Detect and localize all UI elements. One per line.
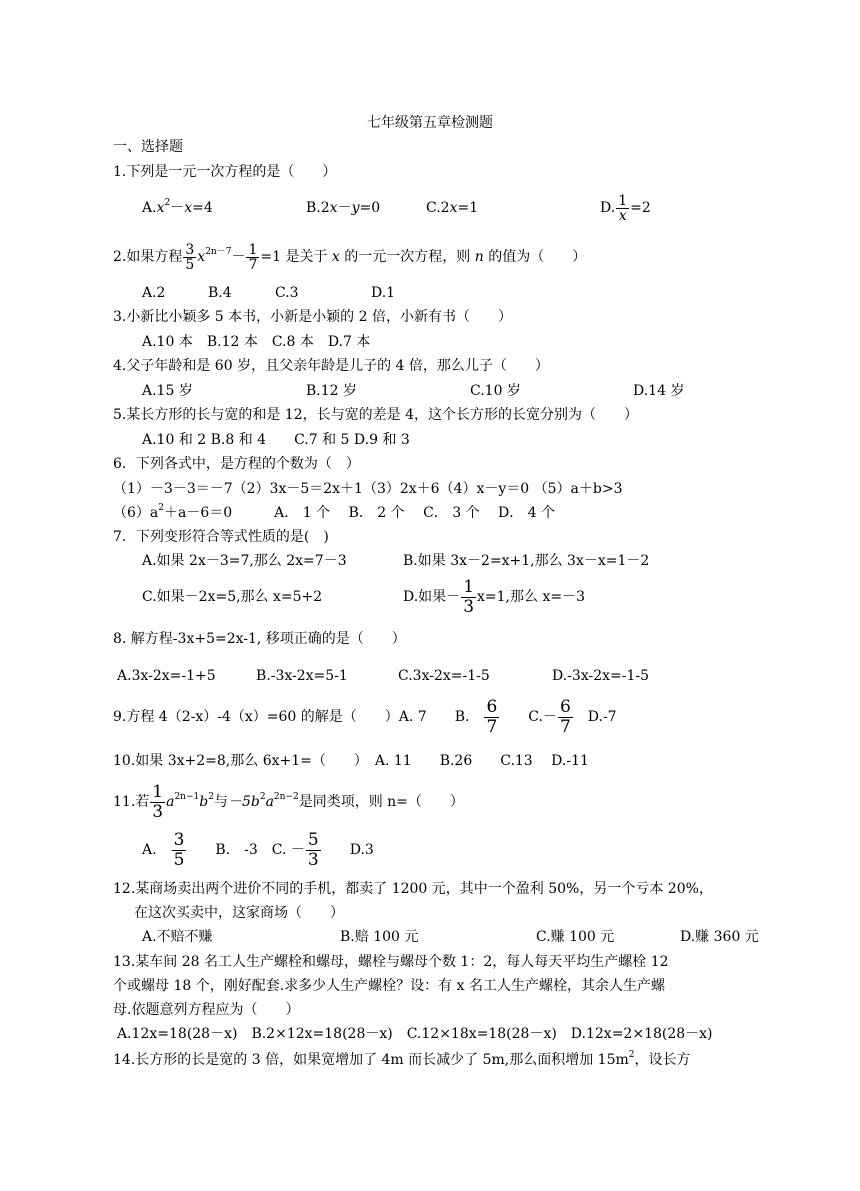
- question-7-option-b: B.如果 3x－2=x+1,那么 3x－x=1－2: [403, 553, 650, 569]
- question-12-option-c: C.赚 100 元: [536, 929, 615, 945]
- question-8-option-a: A.3x-2x=-1+5: [117, 668, 216, 684]
- question-11-options: A. $\frac{3}{5}$ B. -3 C. － $\frac{5}{3}$ D.3: [142, 829, 374, 870]
- question-8-option-b: B.-3x-2x=5-1: [256, 668, 348, 684]
- question-4-option-c: C.10 岁: [470, 383, 521, 399]
- question-4-option-b: B.12 岁: [306, 383, 358, 399]
- question-7-stem: 7．下列变形符合等式性质的是( ): [113, 529, 329, 545]
- question-11-stem: 11.若 $\frac{1}{3}$ $a^{2n-1}b^2$与$-5b^2a^{2n-2}$是同类项，则 n=（ ）: [113, 781, 464, 822]
- question-5-stem: 5.某长方形的长与宽的和是 12，长与宽的差是 4，这个长方形的长宽分别为（ ）: [113, 407, 638, 423]
- question-7-option-a: A.如果 2x－3=7,那么 2x=7－3: [142, 553, 347, 569]
- question-12-line-1: 12.某商场卖出两个进价不同的手机，都卖了 1200 元，其中一个盈利 50%，另一个亏本 20%，: [113, 881, 713, 897]
- question-13-line-3: 母.依题意列方程应为（ ）: [113, 1002, 300, 1018]
- question-12-line-2: 在这次买卖中，这家商场（ ）: [134, 905, 344, 921]
- fraction: $\frac{3}{5}$: [185, 241, 195, 273]
- question-13-line-2: 个或螺母 18 个，刚好配套.求多少人生产螺栓？设：有 x 名工人生产螺栓，其余人生产螺: [113, 978, 665, 994]
- question-13-options: A.12x=18(28－x) B.2×12x=18(28－x) C.12×18x=18(28－x) D.12x=2×18(28－x): [117, 1026, 713, 1042]
- fraction: $\frac{6}{7}$: [559, 696, 571, 737]
- question-1-stem: 1.下列是一元一次方程的是（ ）: [113, 164, 337, 180]
- fraction: $\frac{3}{5}$: [173, 829, 185, 870]
- question-7-option-d: D.如果－ $\frac{1}{3}$ x=1,那么 x=－3: [403, 576, 585, 617]
- question-2-option-a: A.2: [142, 285, 166, 301]
- question-2-option-b: B.4: [208, 285, 232, 301]
- fraction: $\frac{1}{x}$: [618, 192, 628, 224]
- question-12-option-b: B.赔 100 元: [340, 929, 419, 945]
- question-2-option-d: D.1: [371, 285, 396, 301]
- question-1-option-b: B.2x－y=0: [306, 200, 381, 216]
- question-4-stem: 4.父子年龄和是 60 岁，且父亲年龄是儿子的 4 倍，那么儿子（ ）: [113, 358, 549, 374]
- question-2-option-c: C.3: [275, 285, 299, 301]
- question-14-line-1: 14.长方形的长是宽的 3 倍，如果宽增加了 4m 而长减少了 5m,那么面积增加 $15m^2$，设长方: [113, 1050, 691, 1068]
- question-10: 10.如果 3x+2=8,那么 6x+1=（ ） A. 11 B.26 C.13 D.-11: [113, 753, 589, 769]
- question-9: 9.方程 4（2-x）-4（x）=60 的解是（ ）A. 7 B. $\frac{6}{7}$ C.－ $\frac{6}{7}$ D.-7: [113, 696, 617, 737]
- question-2-stem: 2.如果方程 $\frac{3}{5}$ $x^{2n-7}-$ $\frac{1}{7}$ =1 是关于 x 的一元一次方程，则 n 的值为（ ）: [113, 241, 587, 273]
- question-12-option-a: A.不赔不赚: [142, 929, 213, 945]
- fraction: $\frac{6}{7}$: [486, 696, 498, 737]
- question-4-option-a: A.15 岁: [142, 383, 193, 399]
- question-5-options: A.10 和 2 B.8 和 4 C.7 和 5 D.9 和 3: [142, 432, 410, 448]
- question-6-stem: 6．下列各式中，是方程的个数为（ ）: [113, 456, 360, 472]
- question-3-stem: 3.小新比小颖多 5 本书，小新是小颖的 2 倍，小新有书（ ）: [113, 309, 512, 325]
- question-6-line-1: （1）－3－3＝－7（2）3x－5＝2x＋1（3）2x＋6（4）x－y＝0 （5）a＋b>3: [113, 481, 623, 497]
- question-1-option-c: C.2x=1: [426, 200, 479, 216]
- question-1-option-d: D. $\frac{1}{x}$ =2: [600, 192, 651, 224]
- question-8-stem: 8. 解方程-3x+5=2x-1, 移项正确的是（ ）: [113, 631, 406, 647]
- question-13-line-1: 13.某车间 28 名工人生产螺栓和螺母，螺栓与螺母个数 1：2，每人每天平均生产螺栓 12: [113, 954, 669, 970]
- fraction: $\frac{5}{3}$: [307, 829, 319, 870]
- question-8-option-c: C.3x-2x=-1-5: [398, 668, 490, 684]
- fraction: $\frac{1}{7}$: [248, 241, 258, 273]
- question-1-option-a: $A.x^2-x=4$: [142, 198, 213, 216]
- question-4-option-d: D.14 岁: [633, 383, 685, 399]
- question-8-option-d: D.-3x-2x=-1-5: [552, 668, 650, 684]
- question-7-option-c: C.如果－2x=5,那么 x=5+2: [142, 589, 323, 605]
- fraction: $\frac{1}{3}$: [152, 781, 164, 822]
- section-heading: 一、选择题: [113, 139, 183, 155]
- question-3-options: A.10 本 B.12 本 C.8 本 D.7 本: [142, 334, 371, 350]
- question-12-option-d: D.赚 360 元: [680, 929, 759, 945]
- page-title: 七年级第五章检测题: [367, 115, 493, 131]
- fraction: $\frac{1}{3}$: [463, 576, 475, 617]
- question-6-line-2: $(6)a^2+a-6=0$ A． 1 个 B． 2 个 C． 3 个 D． 4 个: [113, 503, 556, 521]
